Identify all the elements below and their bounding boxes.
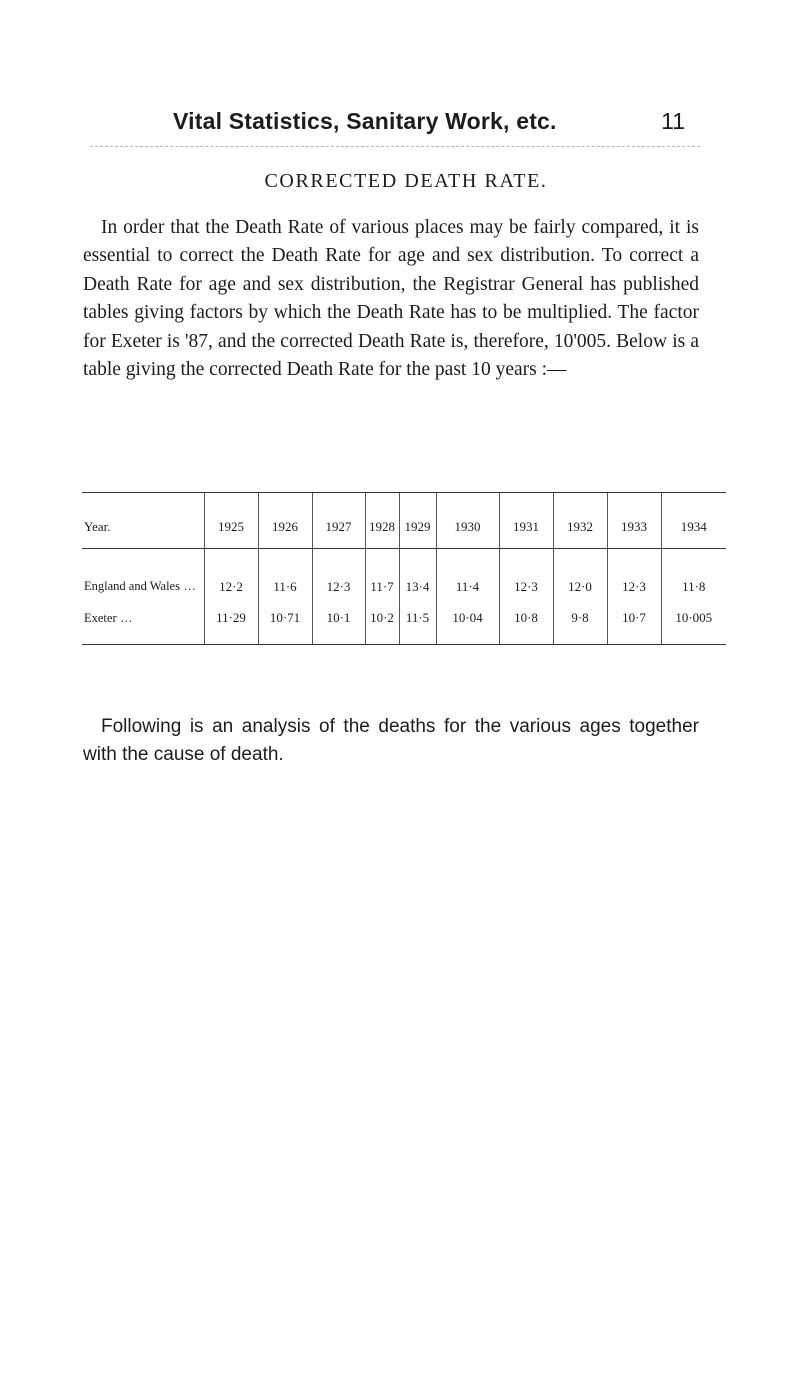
row-label bbox=[82, 601, 204, 645]
intro-paragraph: In order that the Death Rate of various places may be fairly compared, it is essential to correct the Death Rate for age and sex distribution. To correct a Death Rate for age and sex distribution, the Registrar General has published tables giving factors by which the Death Rate has to be multiplied. The factor for Exeter is '87, and the corrected Death Rate is, therefore, 10'005. Below is a table giving the corrected Death Rate for the past 10 years :— bbox=[83, 217, 699, 381]
year-header: 1928 bbox=[365, 493, 399, 549]
section-heading: CORRECTED DEATH RATE. bbox=[264, 170, 548, 192]
rate-cell: 11·7 bbox=[365, 549, 399, 601]
year-header: 1933 bbox=[607, 493, 661, 549]
rate-cell: 11·29 bbox=[204, 601, 258, 645]
rate-cell: 13·4 bbox=[399, 549, 436, 601]
running-title: Vital Statistics, Sanitary Work, etc. bbox=[173, 108, 557, 134]
rate-cell: 12·2 bbox=[204, 549, 258, 601]
leader-dots: ... bbox=[120, 610, 133, 625]
rate-cell: 12·3 bbox=[499, 549, 553, 601]
table-header-row bbox=[82, 493, 726, 549]
year-column-header: Year. bbox=[82, 493, 204, 549]
death-rate-table bbox=[82, 492, 726, 645]
year-header: 1929 bbox=[399, 493, 436, 549]
rate-cell: 11·5 bbox=[399, 601, 436, 645]
rate-cell: 10·8 bbox=[499, 601, 553, 645]
page-number: 11 bbox=[661, 108, 685, 134]
rate-cell: 10·2 bbox=[365, 601, 399, 645]
running-head bbox=[173, 108, 693, 148]
rate-cell: 10·1 bbox=[312, 601, 365, 645]
table-row bbox=[82, 549, 726, 601]
rate-cell: 11·6 bbox=[258, 549, 312, 601]
rate-cell: 9·8 bbox=[553, 601, 607, 645]
header-divider bbox=[90, 146, 700, 147]
year-header: 1932 bbox=[553, 493, 607, 549]
year-header: 1925 bbox=[204, 493, 258, 549]
year-header: 1930 bbox=[436, 493, 499, 549]
row-label-text: England and Wales bbox=[84, 579, 180, 594]
leader-dots: ... bbox=[183, 579, 197, 594]
rate-cell: 12·3 bbox=[312, 549, 365, 601]
rate-cell: 10·7 bbox=[607, 601, 661, 645]
row-label bbox=[82, 549, 204, 601]
year-header: 1934 bbox=[661, 493, 726, 549]
rate-cell: 12·3 bbox=[607, 549, 661, 601]
year-header: 1927 bbox=[312, 493, 365, 549]
row-label-text: Exeter bbox=[84, 610, 117, 625]
rate-cell: 11·8 bbox=[661, 549, 726, 601]
closing-paragraph: Following is an analysis of the deaths for the various ages together with the cause of death. bbox=[83, 716, 699, 766]
rate-cell: 10·005 bbox=[661, 601, 726, 645]
rate-cell: 10·71 bbox=[258, 601, 312, 645]
rate-cell: 10·04 bbox=[436, 601, 499, 645]
rate-cell: 11·4 bbox=[436, 549, 499, 601]
year-header: 1931 bbox=[499, 493, 553, 549]
table-row bbox=[82, 601, 726, 645]
year-header: 1926 bbox=[258, 493, 312, 549]
rate-cell: 12·0 bbox=[553, 549, 607, 601]
